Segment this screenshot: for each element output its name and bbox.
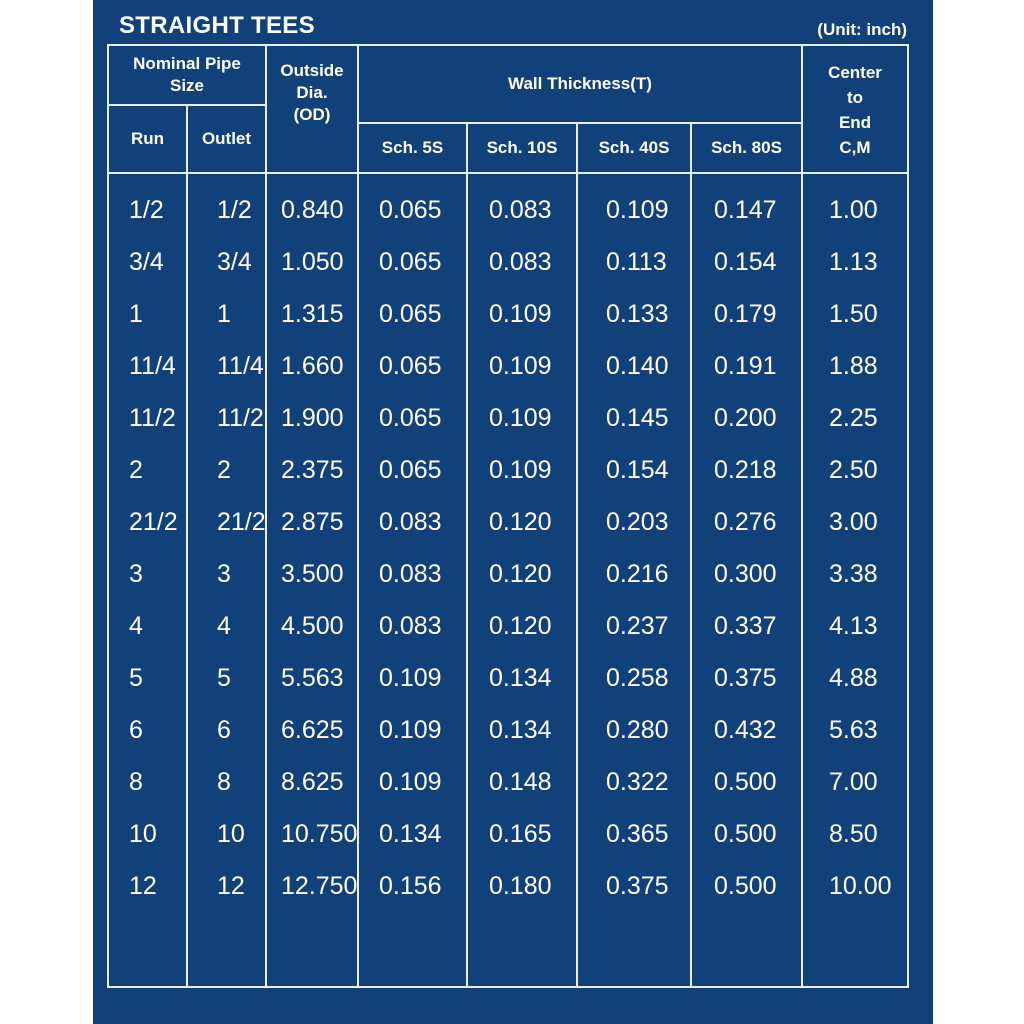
cell-run: 10 bbox=[129, 820, 157, 848]
cell-sch-10s: 0.120 bbox=[489, 560, 552, 588]
data-table bbox=[107, 44, 909, 988]
cell-outlet: 4 bbox=[217, 612, 231, 640]
cell-sch-40s: 0.140 bbox=[606, 352, 669, 380]
cell-sch-40s: 0.280 bbox=[606, 716, 669, 744]
header-run: Run bbox=[130, 129, 165, 148]
cell-sch-5s: 0.083 bbox=[379, 612, 442, 640]
cell-sch-10s: 0.180 bbox=[489, 872, 552, 900]
cell-sch-80s: 0.179 bbox=[714, 300, 777, 328]
header-sch-40s: Sch. 40S bbox=[598, 138, 670, 157]
cell-od: 1.900 bbox=[281, 404, 344, 432]
cell-sch-5s: 0.109 bbox=[379, 716, 442, 744]
table-row bbox=[109, 652, 911, 704]
cell-od: 1.660 bbox=[281, 352, 344, 380]
cell-sch-10s: 0.148 bbox=[489, 768, 552, 796]
cell-sch-80s: 0.500 bbox=[714, 820, 777, 848]
cell-center-to-end: 1.88 bbox=[829, 352, 878, 380]
cell-center-to-end: 4.13 bbox=[829, 612, 878, 640]
cell-sch-40s: 0.258 bbox=[606, 664, 669, 692]
cell-run: 6 bbox=[129, 716, 143, 744]
unit-label: (Unit: inch) bbox=[817, 20, 907, 39]
cell-center-to-end: 10.00 bbox=[829, 872, 892, 900]
cell-sch-10s: 0.109 bbox=[489, 300, 552, 328]
cell-od: 10.750 bbox=[281, 820, 358, 848]
cell-outlet: 8 bbox=[217, 768, 231, 796]
cell-run: 8 bbox=[129, 768, 143, 796]
cell-sch-40s: 0.145 bbox=[606, 404, 669, 432]
cell-outlet: 1/2 bbox=[217, 196, 252, 224]
cell-sch-80s: 0.500 bbox=[714, 872, 777, 900]
cell-outlet: 12 bbox=[217, 872, 245, 900]
cell-run: 12 bbox=[129, 872, 157, 900]
table-row bbox=[109, 236, 911, 288]
table-row bbox=[109, 860, 911, 912]
cell-outlet: 6 bbox=[217, 716, 231, 744]
table-row bbox=[109, 756, 911, 808]
cell-sch-80s: 0.218 bbox=[714, 456, 777, 484]
cell-center-to-end: 1.13 bbox=[829, 248, 878, 276]
table-title: STRAIGHT TEES bbox=[119, 12, 315, 39]
cell-od: 6.625 bbox=[281, 716, 344, 744]
cell-center-to-end: 3.38 bbox=[829, 560, 878, 588]
cell-sch-40s: 0.203 bbox=[606, 508, 669, 536]
table-row bbox=[109, 392, 911, 444]
cell-sch-5s: 0.156 bbox=[379, 872, 442, 900]
cell-sch-40s: 0.216 bbox=[606, 560, 669, 588]
cell-run: 1 bbox=[129, 300, 143, 328]
cell-sch-10s: 0.134 bbox=[489, 664, 552, 692]
cell-sch-5s: 0.065 bbox=[379, 196, 442, 224]
cell-od: 2.875 bbox=[281, 508, 344, 536]
header-wall-thickness: Wall Thickness(T) bbox=[508, 74, 652, 93]
cell-run: 3 bbox=[129, 560, 143, 588]
header-outlet: Outlet bbox=[201, 129, 252, 148]
table-row bbox=[109, 288, 911, 340]
table-row bbox=[109, 704, 911, 756]
cell-outlet: 21/2 bbox=[217, 508, 266, 536]
cell-run: 4 bbox=[129, 612, 143, 640]
cell-sch-5s: 0.065 bbox=[379, 352, 442, 380]
cell-od: 1.315 bbox=[281, 300, 344, 328]
cell-center-to-end: 2.50 bbox=[829, 456, 878, 484]
cell-od: 3.500 bbox=[281, 560, 344, 588]
cell-center-to-end: 1.50 bbox=[829, 300, 878, 328]
table-row bbox=[109, 340, 911, 392]
cell-sch-80s: 0.191 bbox=[714, 352, 777, 380]
cell-center-to-end: 3.00 bbox=[829, 508, 878, 536]
cell-sch-80s: 0.300 bbox=[714, 560, 777, 588]
cell-run: 2 bbox=[129, 456, 143, 484]
cell-outlet: 10 bbox=[217, 820, 245, 848]
cell-sch-40s: 0.109 bbox=[606, 196, 669, 224]
cell-outlet: 11/2 bbox=[217, 404, 264, 432]
cell-sch-5s: 0.065 bbox=[379, 248, 442, 276]
table-row bbox=[109, 548, 911, 600]
cell-sch-40s: 0.322 bbox=[606, 768, 669, 796]
cell-sch-5s: 0.083 bbox=[379, 560, 442, 588]
cell-sch-40s: 0.113 bbox=[606, 248, 667, 276]
table-row bbox=[109, 600, 911, 652]
cell-sch-40s: 0.133 bbox=[606, 300, 669, 328]
cell-od: 5.563 bbox=[281, 664, 344, 692]
header-center-to-end: Center to End C,M bbox=[828, 63, 882, 157]
cell-run: 3/4 bbox=[129, 248, 164, 276]
cell-sch-10s: 0.109 bbox=[489, 352, 552, 380]
cell-outlet: 2 bbox=[217, 456, 231, 484]
cell-center-to-end: 1.00 bbox=[829, 196, 878, 224]
cell-sch-40s: 0.375 bbox=[606, 872, 669, 900]
header-sch-80s: Sch. 80S bbox=[711, 138, 782, 157]
header-nominal-pipe-size: Nominal Pipe Size bbox=[133, 54, 241, 95]
table-row bbox=[109, 808, 911, 860]
cell-run: 5 bbox=[129, 664, 143, 692]
header-outside-dia: Outside Dia. (OD) bbox=[280, 61, 344, 124]
cell-sch-5s: 0.109 bbox=[379, 664, 442, 692]
header-sch-5s: Sch. 5S bbox=[381, 138, 444, 157]
cell-sch-80s: 0.337 bbox=[714, 612, 777, 640]
cell-sch-80s: 0.500 bbox=[714, 768, 777, 796]
cell-sch-80s: 0.200 bbox=[714, 404, 777, 432]
cell-sch-5s: 0.109 bbox=[379, 768, 442, 796]
header-bottom-divider bbox=[109, 172, 907, 174]
cell-od: 4.500 bbox=[281, 612, 344, 640]
cell-sch-10s: 0.109 bbox=[489, 404, 552, 432]
table-panel bbox=[93, 0, 933, 1024]
cell-sch-10s: 0.083 bbox=[489, 196, 552, 224]
cell-sch-80s: 0.147 bbox=[714, 196, 777, 224]
cell-sch-40s: 0.154 bbox=[606, 456, 669, 484]
cell-od: 1.050 bbox=[281, 248, 344, 276]
header-sch-10s: Sch. 10S bbox=[486, 138, 558, 157]
cell-od: 8.625 bbox=[281, 768, 344, 796]
cell-od: 12.750 bbox=[281, 872, 358, 900]
cell-sch-5s: 0.065 bbox=[379, 300, 442, 328]
cell-sch-10s: 0.083 bbox=[489, 248, 552, 276]
cell-od: 2.375 bbox=[281, 456, 344, 484]
cell-sch-5s: 0.083 bbox=[379, 508, 442, 536]
cell-sch-80s: 0.375 bbox=[714, 664, 777, 692]
cell-center-to-end: 2.25 bbox=[829, 404, 878, 432]
table-row bbox=[109, 496, 911, 548]
cell-sch-10s: 0.120 bbox=[489, 612, 552, 640]
cell-run: 11/2 bbox=[129, 404, 176, 432]
cell-outlet: 11/4 bbox=[217, 352, 264, 380]
cell-sch-10s: 0.109 bbox=[489, 456, 552, 484]
cell-od: 0.840 bbox=[281, 196, 344, 224]
cell-outlet: 3 bbox=[217, 560, 231, 588]
table-row bbox=[109, 184, 911, 236]
cell-sch-5s: 0.134 bbox=[379, 820, 442, 848]
cell-run: 1/2 bbox=[129, 196, 164, 224]
cell-run: 21/2 bbox=[129, 508, 178, 536]
cell-sch-5s: 0.065 bbox=[379, 456, 442, 484]
cell-sch-40s: 0.365 bbox=[606, 820, 669, 848]
cell-outlet: 3/4 bbox=[217, 248, 252, 276]
cell-run: 11/4 bbox=[129, 352, 176, 380]
cell-sch-10s: 0.120 bbox=[489, 508, 552, 536]
cell-sch-80s: 0.154 bbox=[714, 248, 777, 276]
cell-outlet: 1 bbox=[217, 300, 231, 328]
cell-sch-80s: 0.276 bbox=[714, 508, 777, 536]
cell-center-to-end: 5.63 bbox=[829, 716, 878, 744]
cell-sch-40s: 0.237 bbox=[606, 612, 669, 640]
cell-sch-80s: 0.432 bbox=[714, 716, 777, 744]
table-row bbox=[109, 444, 911, 496]
cell-center-to-end: 4.88 bbox=[829, 664, 878, 692]
cell-center-to-end: 8.50 bbox=[829, 820, 878, 848]
cell-sch-10s: 0.165 bbox=[489, 820, 552, 848]
cell-outlet: 5 bbox=[217, 664, 231, 692]
cell-center-to-end: 7.00 bbox=[829, 768, 878, 796]
cell-sch-10s: 0.134 bbox=[489, 716, 552, 744]
cell-sch-5s: 0.065 bbox=[379, 404, 442, 432]
